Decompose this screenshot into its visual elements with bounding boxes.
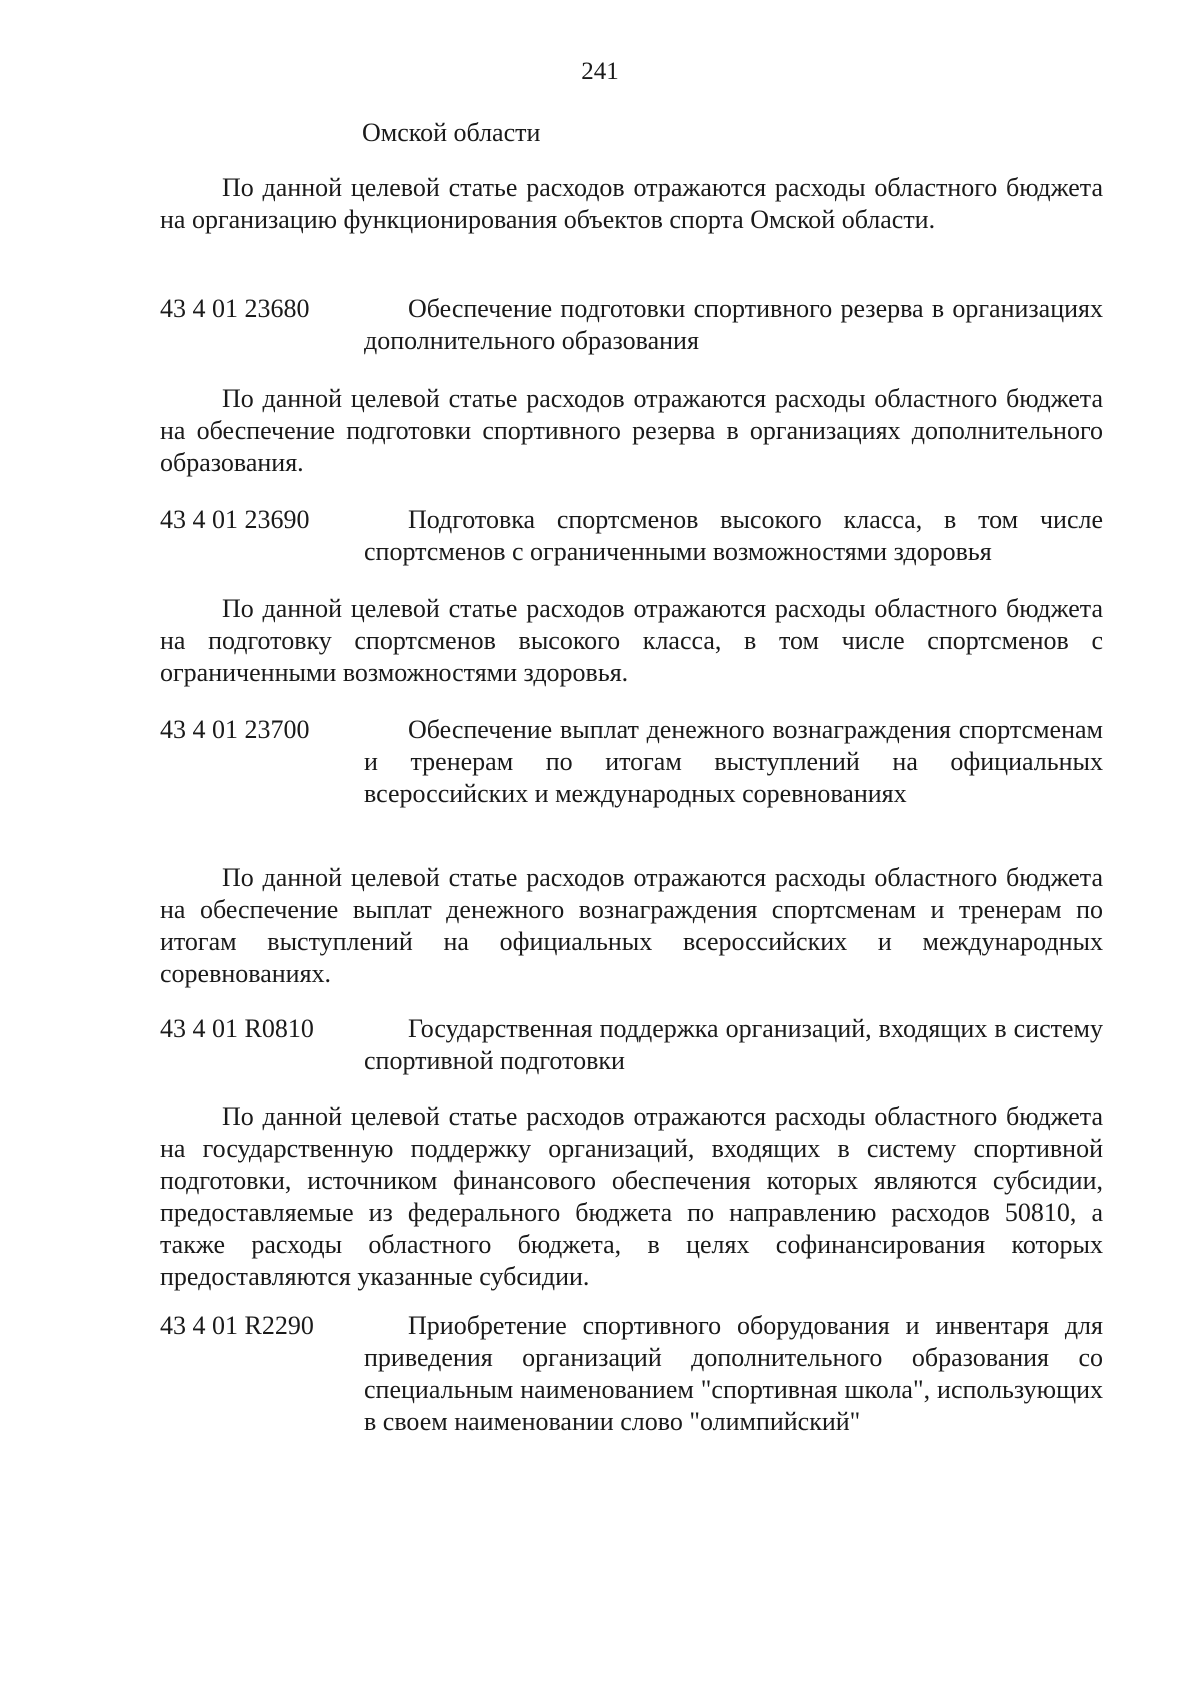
budget-article-entry [160, 1013, 1103, 1077]
article-code: 43 4 01 R2290 [160, 1311, 314, 1340]
article-description: По данной целевой статье расходов отражаются расходы областного бюджета на государственную поддержку организаций, входящих в систему спортивной подготовки, источником финансового обеспечения которых являются субсидии, предоставляемые из федерального бюджета по направлению расходов 50810, а также расходы областного бюджета, в целях софинансирования которых предоставляются указанные субсидии. [160, 1102, 1103, 1291]
article-title: Подготовка спортсменов высокого класса, в том числе спортсменов с ограниченными возможностями здоровья [364, 505, 1103, 566]
article-title: Приобретение спортивного оборудования и инвентаря для приведения организаций дополнительного образования со специальным наименованием "спортивная школа", использующих в своем наименовании слово "олимпийский" [364, 1311, 1103, 1436]
article-description: По данной целевой статье расходов отражаются расходы областного бюджета на подготовку спортсменов высокого класса, в том числе спортсменов с ограниченными возможностями здоровья. [160, 594, 1103, 687]
article-title: Обеспечение подготовки спортивного резерва в организациях дополнительного образования [364, 294, 1103, 355]
article-description: По данной целевой статье расходов отражаются расходы областного бюджета на обеспечение выплат денежного вознаграждения спортсменам и тренерам по итогам выступлений на официальных всероссийских и международных соревнованиях. [160, 863, 1103, 988]
budget-article-entry [160, 714, 1103, 810]
article-code: 43 4 01 23700 [160, 715, 310, 744]
article-code: 43 4 01 23690 [160, 505, 310, 534]
budget-article-entry [160, 504, 1103, 568]
page-number: 241 [581, 58, 619, 85]
section-description: По данной целевой статье расходов отражаются расходы областного бюджета на организацию функционирования объектов спорта Омской области. [160, 173, 1103, 234]
article-title: Государственная поддержка организаций, входящих в систему спортивной подготовки [364, 1014, 1103, 1075]
continued-section-title: Омской области [362, 118, 541, 147]
budget-article-entry [160, 293, 1103, 357]
article-description: По данной целевой статье расходов отражаются расходы областного бюджета на обеспечение подготовки спортивного резерва в организациях дополнительного образования. [160, 384, 1103, 477]
budget-article-entry [160, 1310, 1103, 1438]
article-code: 43 4 01 23680 [160, 294, 310, 323]
article-title: Обеспечение выплат денежного вознаграждения спортсменам и тренерам по итогам выступлений на официальных всероссийских и международных соревнованиях [364, 715, 1103, 808]
article-code: 43 4 01 R0810 [160, 1014, 314, 1043]
